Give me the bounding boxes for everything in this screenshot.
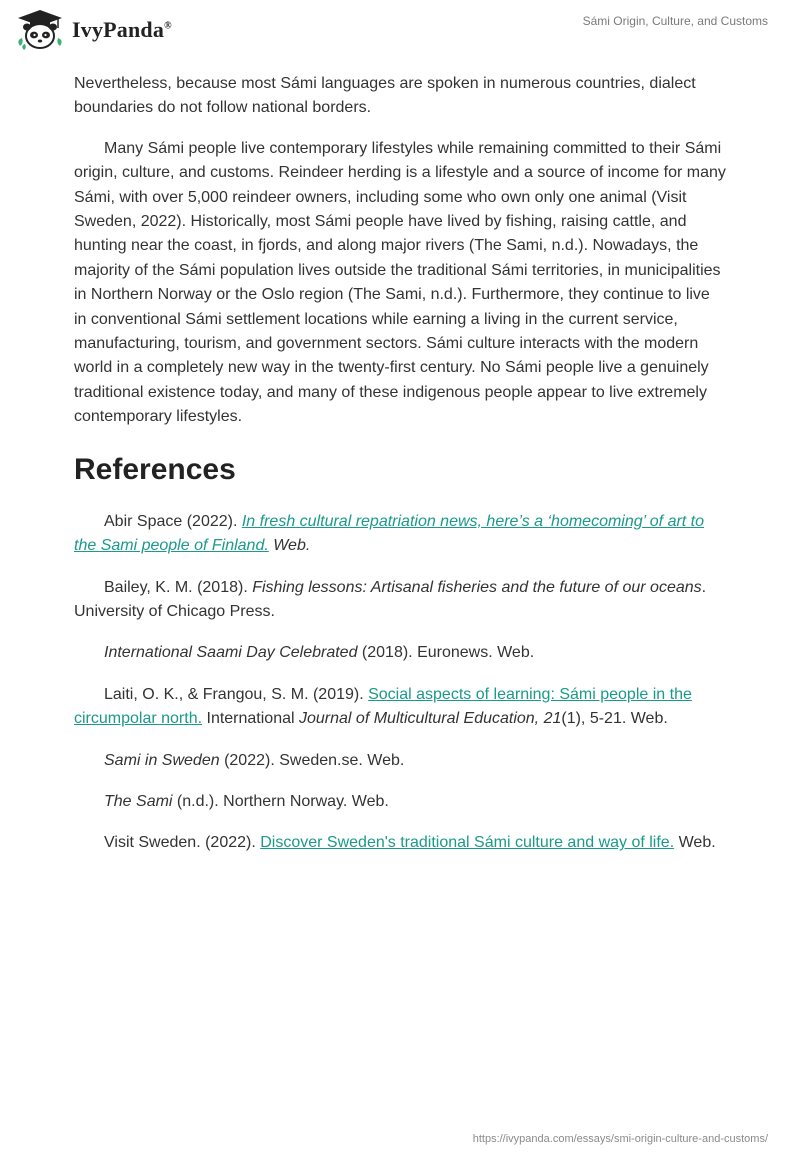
reference-item: The Sami (n.d.). Northern Norway. Web. (104, 792, 389, 810)
page-url: https://ivypanda.com/essays/smi-origin-culture-and-customs/ (472, 1133, 768, 1145)
reference-link[interactable]: Discover Sweden's traditional Sámi culture and way of life. (260, 834, 675, 852)
references-heading: References (74, 452, 236, 486)
paragraph-lifestyles: Many Sámi people live contemporary lifestyles while remaining committed to their Sámi origin, culture, and customs. Reindeer herding is a lifestyle and a source of income for many Sámi, with over 5,000 reindeer owners, including some who own only one animal (Visit Sweden, 2022). Historically, most Sámi people have lived by fishing, raising cattle, and hunting near the coast, in fjords, and along major rivers (The Sami, n.d.). Nowadays, the majority of the Sámi population lives outside the traditional Sámi territories, in municipalities in Northern Norway or the Oslo region (The Sami, n.d.). Furthermore, they continue to live in conventional Sámi settlement locations while earning a living in the current service, manufacturing, tourism, and government sectors. Sámi culture interacts with the modern world in a completely new way in the twenty-first century. No Sámi people live a genuinely traditional existence today, and many of these indigenous people appear to live extremely contemporary lifestyles. (74, 139, 726, 426)
reference-link[interactable]: Social aspects of learning: Sámi people in the circumpolar north. (74, 685, 692, 728)
page-header (0, 0, 800, 70)
brand-name: IvyPanda® (72, 17, 172, 42)
reference-link[interactable]: In fresh cultural repatriation news, here’s a ‘homecoming’ of art to the Sami people of Finland. (74, 512, 705, 555)
reference-item: Sami in Sweden (2022). Sweden.se. Web. (104, 751, 405, 769)
reference-item: Visit Sweden. (2022). Discover Sweden's traditional Sámi culture and way of life. Web. (104, 834, 716, 852)
paragraph-continuation: Nevertheless, because most Sámi languages are spoken in numerous countries, dialect boundaries do not follow national borders. (74, 75, 696, 117)
reference-item: Laiti, O. K., & Frangou, S. M. (2019). Social aspects of learning: Sámi people in the circumpolar north. International Journal of Multicultural Education, 21(1), 5-21. Web. (74, 685, 692, 728)
reference-item: International Saami Day Celebrated (2018). Euronews. Web. (104, 644, 535, 662)
ivypanda-logo[interactable] (14, 8, 172, 52)
panda-graduate-icon (14, 8, 66, 52)
page-title: Sámi Origin, Culture, and Customs (582, 14, 768, 28)
reference-item: Abir Space (2022). In fresh cultural repatriation news, here’s a ‘homecoming’ of art to the Sami people of Finland. Web. (74, 512, 705, 555)
reference-item: Bailey, K. M. (2018). Fishing lessons: Artisanal fisheries and the future of our oceans. University of Chicago Press. (74, 578, 707, 620)
essay-content (74, 72, 726, 873)
